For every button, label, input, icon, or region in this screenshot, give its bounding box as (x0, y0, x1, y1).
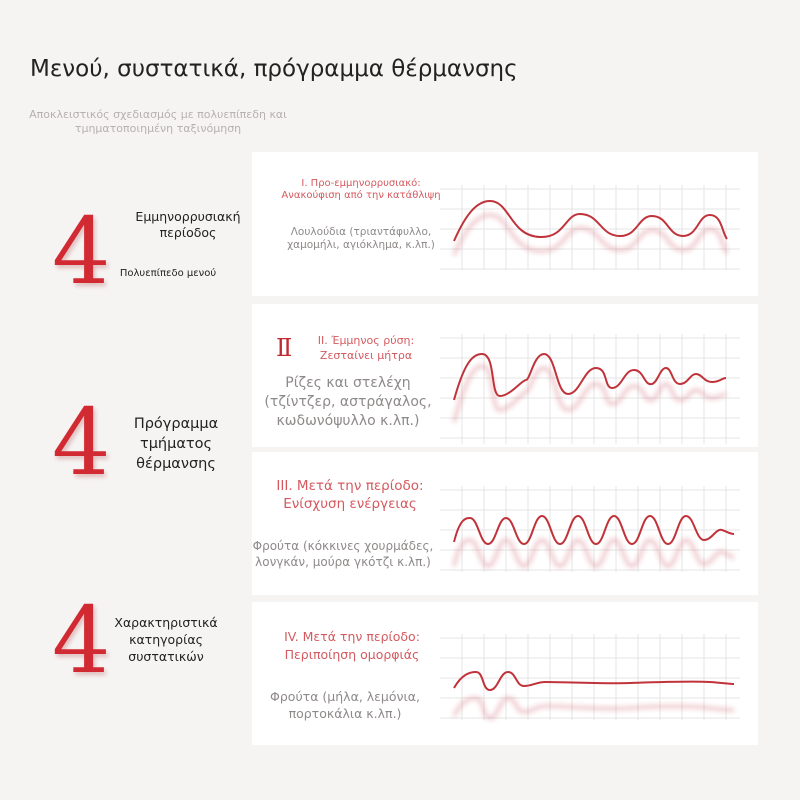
page-title: Μενού, συστατικά, πρόγραμμα θέρμανσης (30, 56, 518, 82)
panel-body-3: Φρούτα (κόκκινες χουρμάδες, λονγκάν, μούρα γκότζι κ.λπ.) (252, 539, 434, 569)
chart-grid (440, 185, 740, 270)
panel-body-1: Λουλούδια (τριαντάφυλλο, χαμομήλι, αγιόκλημα, κ.λπ.) (287, 226, 435, 251)
wave-line (454, 201, 727, 241)
panel-title-3: III. Μετά την περίοδο: Ενίσχυση ενέργειας (276, 478, 424, 512)
big-number-2: 4 (52, 389, 111, 496)
panel-body-2: Ρίζες και στελέχη (τζίντζερ, αστράγαλος, κωδωνόψυλλο κ.λπ.) (264, 375, 432, 429)
panel-body-4: Φρούτα (μήλα, λεμόνια, πορτοκάλια κ.λπ.) (270, 689, 420, 721)
page-subtitle: Αποκλειστικός σχεδιασμός με πολυεπίπεδη και τμηματοποιημένη ταξινόμηση (29, 108, 287, 135)
big-number-3: 4 (52, 587, 111, 694)
wave-chart-3 (440, 486, 740, 572)
left-label-1: Εμμηνορρυσιακή περίοδος (135, 209, 241, 240)
roman-numeral-2: Ⅱ (276, 334, 293, 362)
left-label-2: Πρόγραμμα τμήματος θέρμανσης (133, 416, 219, 472)
wave-chart-1 (440, 185, 740, 270)
panel-title-1: I. Προ-εμμηνορρυσιακό: Ανακούφιση από την κατάθλιψη (281, 178, 441, 201)
wave-chart-2 (440, 334, 740, 444)
wave-chart-4 (440, 634, 740, 720)
big-number-1: 4 (52, 198, 111, 305)
left-sublabel-1: Πολυεπίπεδο μενού (119, 268, 217, 279)
wave-shadow (454, 366, 726, 422)
panel-title-4: IV. Μετά την περίοδο: Περιποίηση ομορφιάς (284, 629, 420, 662)
panel-title-2: II. Έμμηνος ρύση: Ζεσταίνει μήτρα (317, 334, 415, 362)
left-label-3: Χαρακτηριστικά κατηγορίας συστατικών (114, 615, 218, 664)
